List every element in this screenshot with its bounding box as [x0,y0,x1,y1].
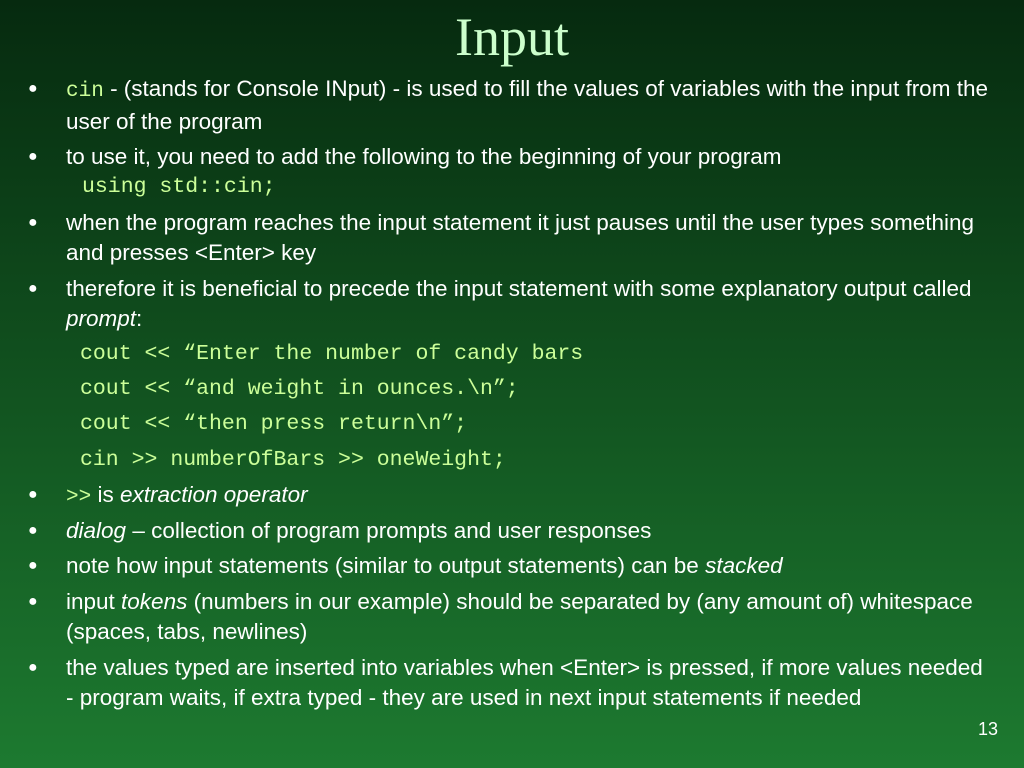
bullet-item-stacked [66,551,996,581]
term-tokens: tokens [121,589,188,614]
bullet-dot-icon: ● [28,522,38,539]
bullet-text: the values typed are inserted into variables when <Enter> is pressed, if more values needed - program waits, if extra typed - they are used in next input statements if needed [66,655,983,710]
bullet-item-tokens [66,587,996,647]
term-prompt: prompt [66,306,137,331]
bullet-text: – collection of program prompts and user responses [126,518,652,543]
bullet-dot-icon: ● [28,80,38,97]
bullet-item-values [66,653,996,713]
bullet-item-extraction [66,480,996,513]
bullet-text: when the program reaches the input statement it just pauses until the user types something and presses <Enter> key [66,210,975,265]
bullet-text: - (stands for Console INput) - is used to fill the values of variables with the input from the user of the program [66,76,988,134]
bullet-text: note how input statements (similar to output statements) can be [66,553,706,578]
bullet-text-after: (numbers in our example) should be separated by (any amount of) whitespace (spaces, tabs, newlines) [66,589,973,644]
bullet-item-using [66,142,996,172]
code-line-1: cout << “Enter the number of candy bars [80,342,584,366]
bullet-item-prompt [66,274,996,334]
code-using-std-cin: using std::cin; [82,175,276,199]
bullet-text: input [66,589,122,614]
bullet-item-dialog [66,516,996,546]
code-cin: cin [66,80,104,103]
bullet-text: to use it, you need to add the following to the beginning of your program [66,144,782,169]
code-line-3: cout << “then press return\n”; [80,412,468,436]
term-dialog: dialog [66,518,127,543]
code-extraction-op: >> [66,486,92,509]
code-line-2: cout << “and weight in ounces.\n”; [80,377,519,401]
bullet-text: is [91,482,120,507]
slide-title: Input [455,7,569,67]
bullet-text-after: : [136,306,143,331]
bullet-dot-icon: ● [28,214,38,231]
bullet-dot-icon: ● [28,593,38,610]
term-stacked: stacked [705,553,783,578]
bullet-dot-icon: ● [28,148,38,165]
page-number: 13 [977,719,998,739]
bullet-item-pauses [66,208,996,268]
bullet-dot-icon: ● [28,280,38,297]
term-extraction-operator: extraction operator [119,482,308,507]
bullet-item-cin [66,74,996,137]
bullet-text: therefore it is beneficial to precede the input statement with some explanatory output called [66,276,972,301]
bullet-dot-icon: ● [28,486,38,503]
bullet-dot-icon: ● [28,659,38,676]
code-line-4: cin >> numberOfBars >> oneWeight; [80,448,506,472]
bullet-dot-icon: ● [28,557,38,574]
